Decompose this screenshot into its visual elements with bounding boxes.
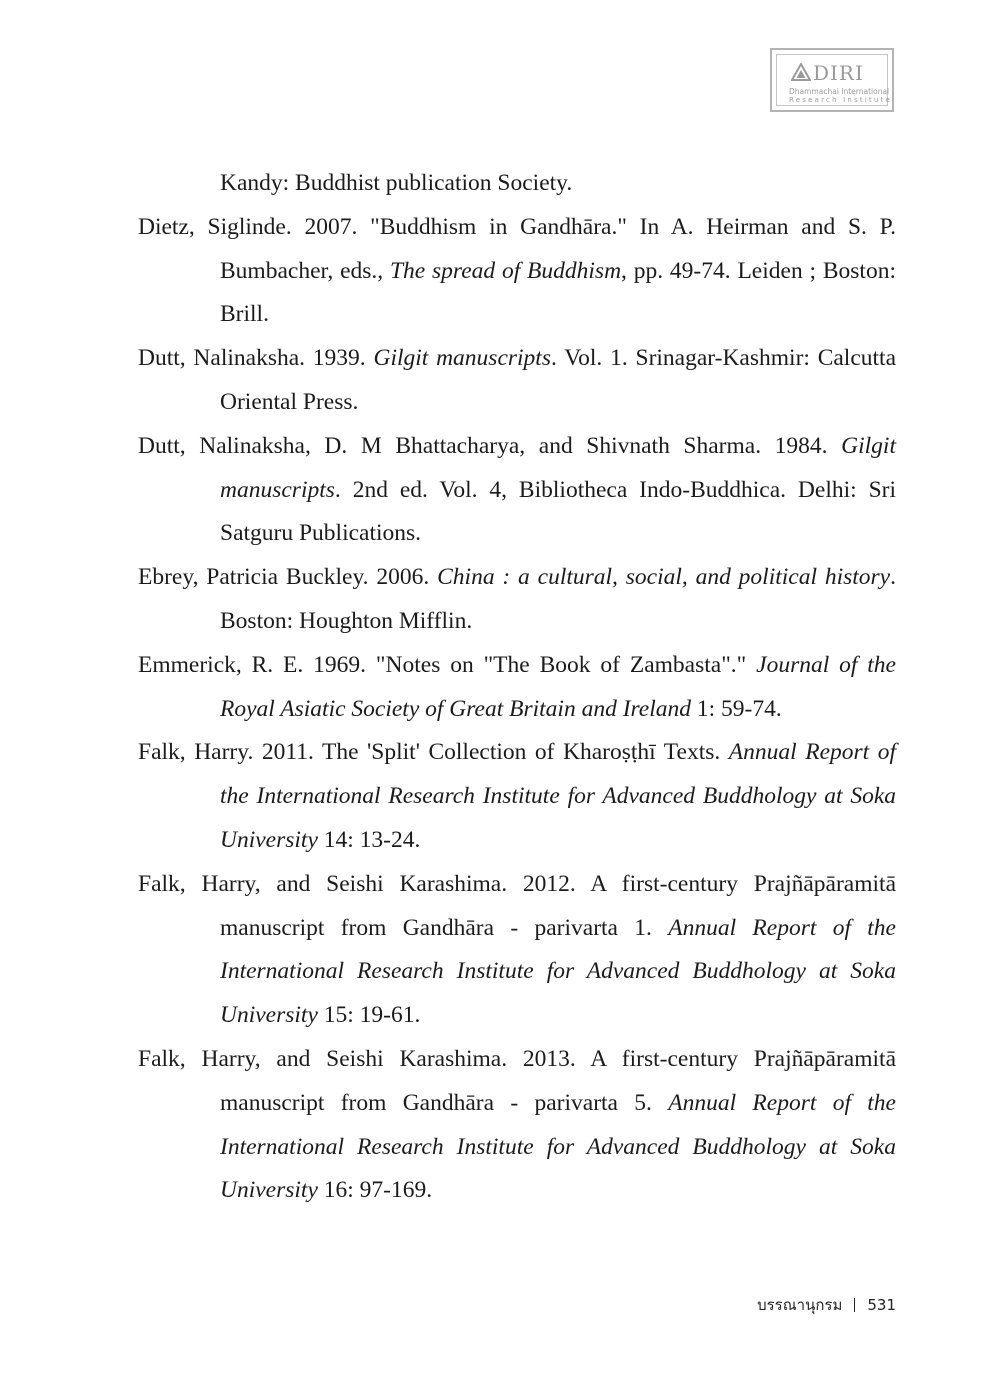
- entry-text: Falk, Harry, and Seishi Karashima. 2013. A first-century Prajñāpāramitā manuscript from Gandhāra - parivarta 5.: [138, 1045, 896, 1116]
- footer-separator: [854, 1298, 855, 1312]
- logo-subtitle-line1: Dhammachai International: [789, 87, 890, 96]
- entry-text: Falk, Harry. 2011. The 'Split' Collection of Kharoṣṭhī Texts.: [138, 739, 729, 766]
- entry-title-italic: Annual Report of the International Research Institute for Advanced Buddhology at Soka University: [220, 1089, 896, 1204]
- entry-text: . Boston: Houghton Mifflin.: [220, 564, 896, 634]
- logo-name: DIRI: [813, 61, 864, 85]
- bibliography-entry: [138, 731, 896, 862]
- entry-text: . 2nd ed. Vol. 4, Bibliotheca Indo-Buddhica. Delhi: Sri Satguru Publications.: [220, 476, 896, 547]
- bibliography-entry: [138, 556, 896, 644]
- bibliography-entry: [138, 1038, 896, 1213]
- page-number: 531: [867, 1296, 896, 1314]
- bibliography-entry: [138, 337, 896, 425]
- entry-text: . Vol. 1. Srinagar-Kashmir: Calcutta Oriental Press.: [220, 345, 897, 415]
- bibliography-list: [138, 162, 896, 1213]
- entry-text: Emmerick, R. E. 1969. "Notes on "The Book of Zambasta".": [138, 651, 757, 678]
- entry-text: Dutt, Nalinaksha, D. M Bhattacharya, and Shivnath Sharma. 1984.: [138, 432, 842, 459]
- entry-title-italic: Annual Report of the International Research Institute for Advanced Buddhology at Soka University: [220, 914, 896, 1029]
- logo-subtitle-line2: Research Institute: [789, 96, 893, 104]
- entry-text: Dietz, Siglinde. 2007. "Buddhism in Gandhāra." In A. Heirman and S. P. Bumbacher, eds.,: [138, 213, 896, 284]
- entry-title-italic: Annual Report of the International Research Institute for Advanced Buddhology at Soka University: [220, 739, 896, 853]
- entry-text: Falk, Harry, and Seishi Karashima. 2012. A first-century Prajñāpāramitā manuscript from Gandhāra - parivarta 1.: [138, 870, 896, 941]
- bibliography-entry: [138, 162, 896, 206]
- entry-text: 14: 13-24.: [317, 826, 421, 853]
- entry-title-italic: Gilgit manuscripts: [220, 432, 896, 503]
- entry-text: , pp. 49-74. Leiden ; Boston: Brill.: [220, 257, 896, 328]
- bibliography-entry: [138, 863, 896, 1038]
- entry-title-italic: Gilgit manuscripts: [373, 345, 551, 372]
- bibliography-entry: [138, 644, 896, 732]
- bibliography-entry: [138, 206, 896, 337]
- triangle-emblem-icon: [791, 63, 811, 81]
- entry-text: Kandy: Buddhist publication Society.: [220, 170, 573, 196]
- page-footer: [757, 1293, 896, 1317]
- entry-title-italic: China : a cultural, social, and political history: [437, 564, 891, 591]
- entry-title-italic: The spread of Buddhism: [389, 257, 622, 284]
- entry-text: 15: 19-61.: [317, 1002, 421, 1029]
- entry-text: Dutt, Nalinaksha. 1939.: [138, 345, 374, 372]
- entry-title-italic: Journal of the Royal Asiatic Society of Great Britain and Ireland: [220, 651, 896, 722]
- entry-text: Ebrey, Patricia Buckley. 2006.: [138, 564, 438, 591]
- diri-logo: [770, 48, 894, 112]
- entry-text: 1: 59-74.: [691, 695, 782, 722]
- bibliography-entry: [138, 425, 896, 556]
- footer-section-title: บรรณานุกรม: [757, 1296, 843, 1314]
- logo-frame: [776, 54, 893, 106]
- entry-text: 16: 97-169.: [317, 1177, 433, 1204]
